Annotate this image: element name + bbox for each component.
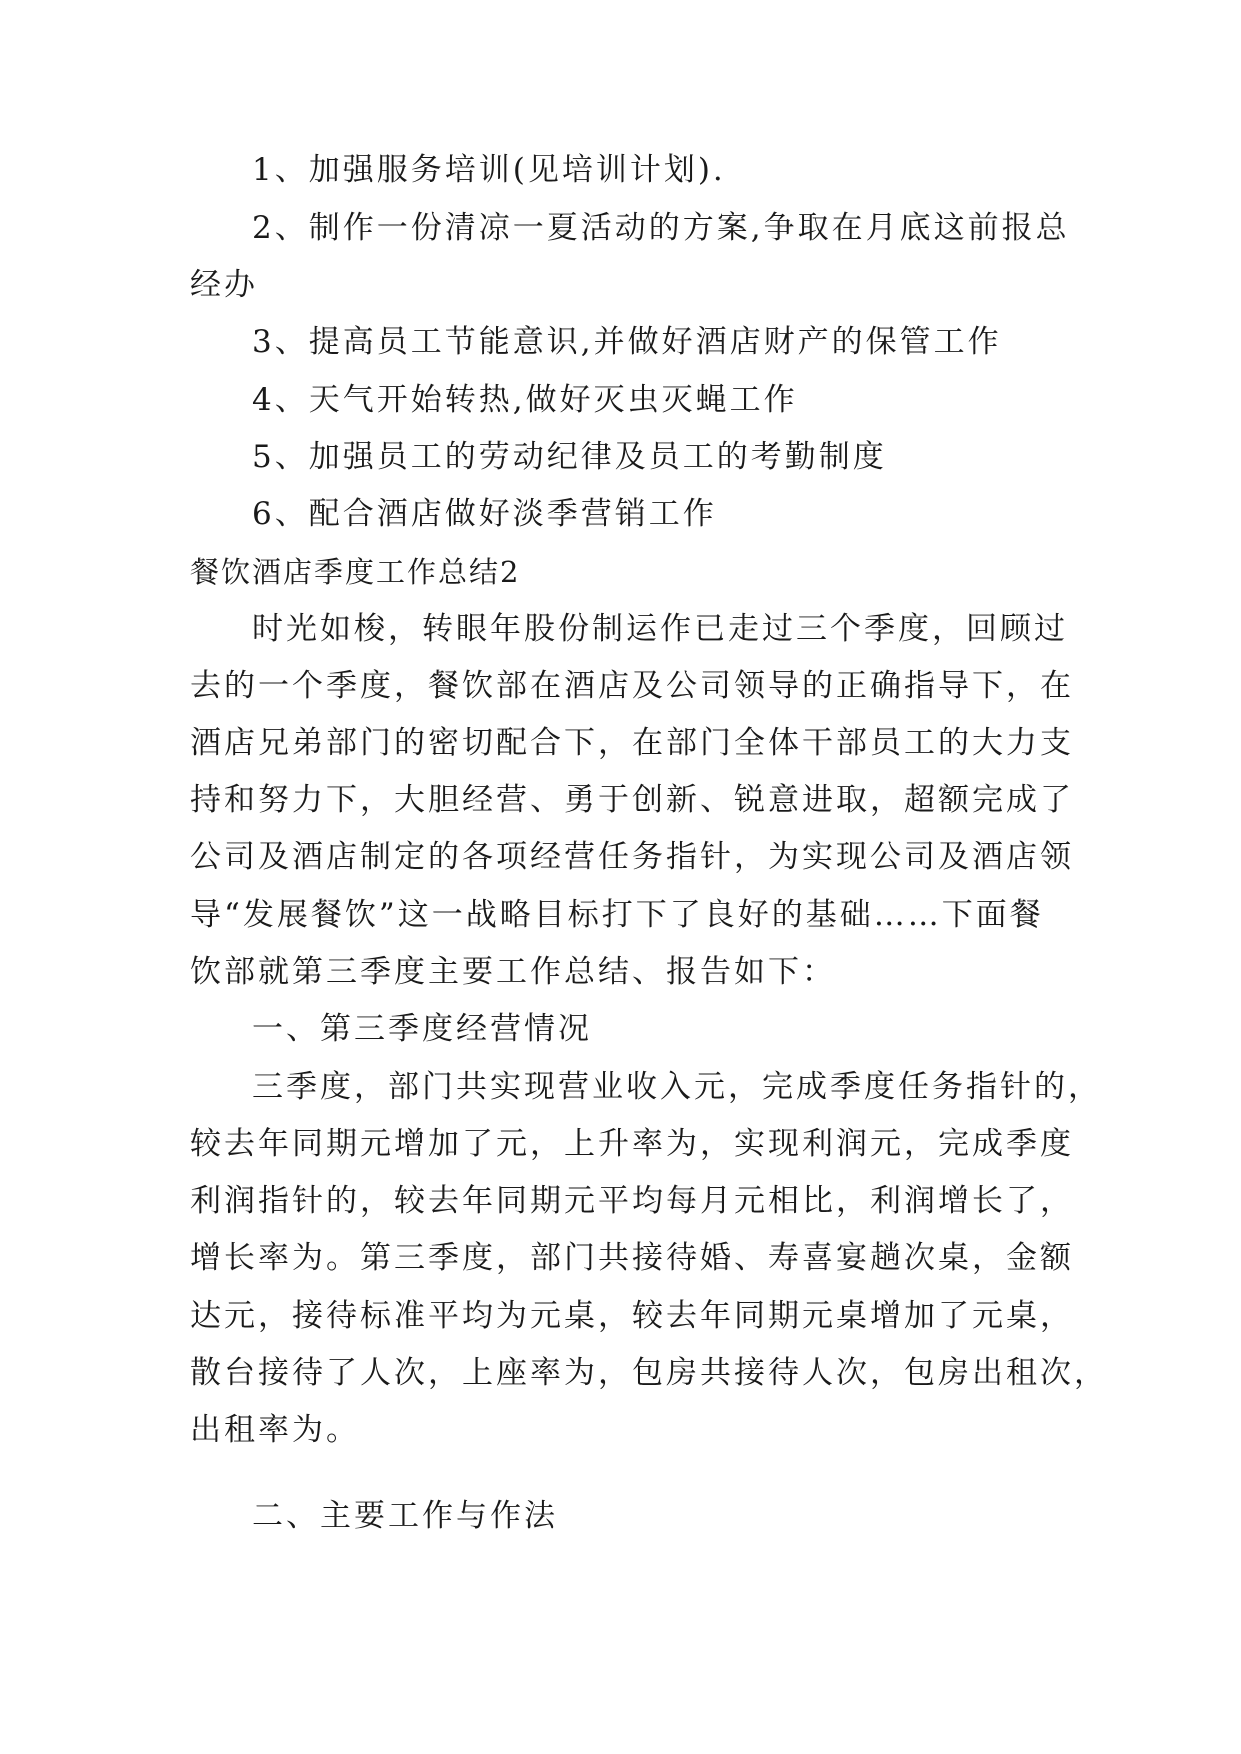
heading-main-work: 二、主要工作与作法: [252, 1498, 558, 1534]
operation-line: 增长率为。第三季度，部门共接待婚、寿喜宴趟次桌，金额: [190, 1240, 1074, 1276]
operation-line: 散台接待了人次，上座率为，包房共接待人次，包房出租次，: [190, 1355, 1108, 1391]
plan-item-1: 1、加强服务培训(见培训计划).: [252, 152, 726, 188]
intro-line: 时光如梭，转眼年股份制运作已走过三个季度，回顾过: [252, 611, 1068, 647]
intro-line: 持和努力下，大胆经营、勇于创新、锐意进取，超额完成了: [190, 782, 1074, 818]
operation-line: 达元，接待标准平均为元桌，较去年同期元桌增加了元桌，: [190, 1298, 1074, 1334]
plan-item-2-continuation: 经办: [190, 267, 258, 303]
operation-line: 利润指针的，较去年同期元平均每月元相比，利润增长了，: [190, 1183, 1074, 1219]
plan-item-4: 4、天气开始转热,做好灭虫灭蝇工作: [252, 382, 798, 418]
intro-line: 公司及酒店制定的各项经营任务指针，为实现公司及酒店领: [190, 839, 1074, 875]
operation-line: 三季度，部门共实现营业收入元，完成季度任务指针的，: [252, 1069, 1102, 1105]
intro-line: 酒店兄弟部门的密切配合下，在部门全体干部员工的大力支: [190, 725, 1074, 761]
heading-operation: 一、第三季度经营情况: [252, 1011, 592, 1047]
plan-item-3: 3、提高员工节能意识,并做好酒店财产的保管工作: [252, 324, 1002, 360]
section-title: 餐饮酒店季度工作总结2: [190, 555, 521, 589]
intro-line: 导“发展餐饮”这一战略目标打下了良好的基础……下面餐: [190, 897, 1044, 933]
operation-line: 出租率为。: [190, 1412, 360, 1448]
plan-item-2: 2、制作一份清凉一夏活动的方案,争取在月底这前报总: [252, 210, 1070, 246]
intro-line: 饮部就第三季度主要工作总结、报告如下：: [190, 954, 836, 990]
plan-item-5: 5、加强员工的劳动纪律及员工的考勤制度: [252, 439, 887, 475]
intro-line: 去的一个季度，餐饮部在酒店及公司领导的正确指导下，在: [190, 668, 1074, 704]
operation-line: 较去年同期元增加了元，上升率为，实现利润元，完成季度: [190, 1126, 1074, 1162]
plan-item-6: 6、配合酒店做好淡季营销工作: [252, 496, 717, 532]
